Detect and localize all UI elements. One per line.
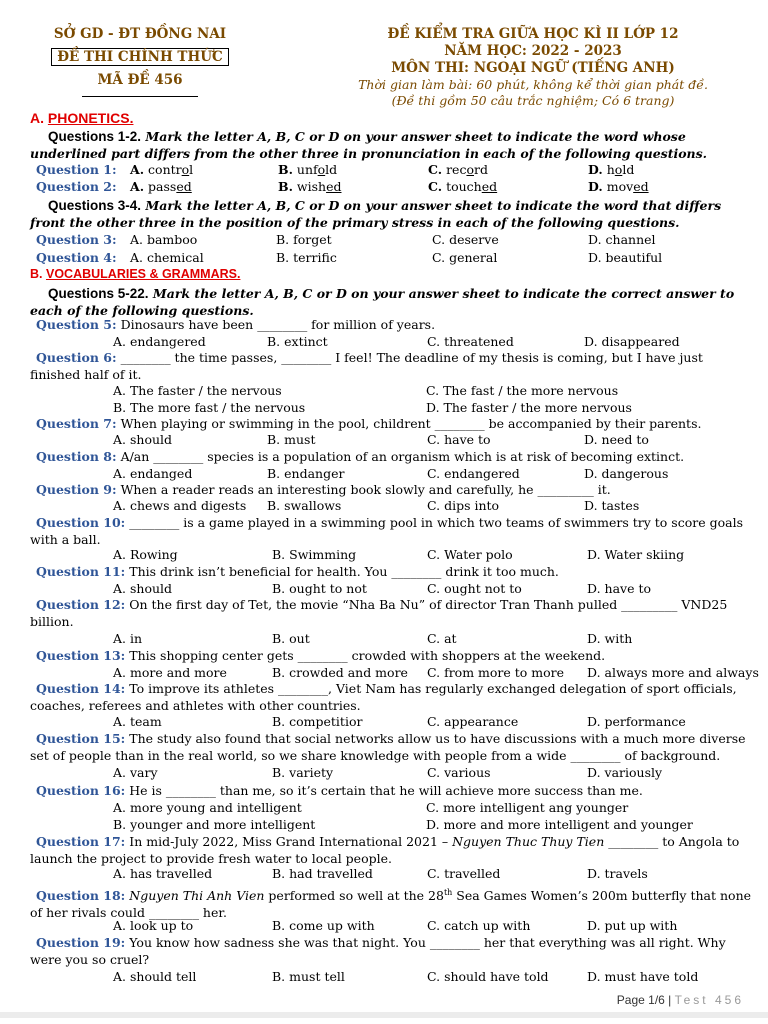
question-17-stem (30, 834, 755, 867)
option-a[interactable]: A. should (113, 432, 173, 447)
option-c[interactable]: C. at (427, 631, 457, 646)
option-c[interactable]: C. travelled (427, 866, 501, 881)
question-13-options (0, 665, 768, 682)
instructions-lead: Questions 5-22. (48, 286, 149, 301)
section-label: PHONETICS. (47, 110, 134, 126)
instructions-text: Mark the letter A, B, C or D on your answer sheet to indicate the word that differs front the other three in the position of the primary stress in each of the following questions. (30, 198, 722, 230)
question-11-options (0, 581, 768, 598)
section-b-heading (30, 267, 240, 281)
question-4 (0, 250, 768, 267)
word-part: contr (148, 162, 182, 177)
option-b[interactable]: B. younger and more intelligent (113, 817, 316, 832)
section-label: VOCABULARIES & GRAMMARS. (45, 267, 241, 281)
word-part: wish (296, 179, 327, 194)
option-b[interactable]: B. out (272, 631, 310, 646)
question-text: Sea Games Women’s 200m butterfly that none of her rivals could ________ her. (30, 888, 752, 920)
option-c[interactable] (428, 179, 497, 194)
question-15-options (0, 765, 768, 782)
option-c[interactable]: C. more intelligent ang younger (426, 800, 629, 815)
option-b[interactable] (278, 179, 341, 194)
option-d[interactable]: D. The faster / the more nervous (426, 400, 632, 415)
question-number: Question 17: (36, 834, 126, 849)
option-c[interactable]: C. from more to more (427, 665, 565, 680)
question-text: ________ the time passes, ________ I feel! The deadline of my thesis is coming, but I have just finished half of it. (30, 350, 703, 382)
option-letter: A. (130, 162, 145, 177)
option-a[interactable]: A. endanged (113, 466, 193, 481)
question-number: Question 9: (36, 482, 117, 497)
option-b[interactable]: B. variety (272, 765, 334, 780)
question-text: ________ to Angola to launch the project to provide fresh water to local people. (30, 834, 740, 866)
option-a[interactable]: A. more young and intelligent (113, 800, 302, 815)
option-b[interactable]: B. endanger (267, 466, 345, 481)
question-5-options (0, 334, 768, 351)
question-9-options (0, 498, 768, 515)
question-18-stem (30, 885, 755, 921)
question-number: Question 6: (36, 350, 117, 365)
word-part: ld (325, 162, 338, 177)
option-c[interactable]: C. Water polo (427, 547, 513, 562)
section-a-heading (30, 110, 133, 126)
word-part: rd (473, 162, 488, 177)
question-7-stem (30, 416, 755, 433)
question-text: He is ________ than me, so it’s certain that he will achieve more success than me. (125, 783, 643, 798)
word-part: touch (446, 179, 482, 194)
question-13-stem (30, 648, 755, 665)
option-a[interactable]: A. endangered (113, 334, 206, 349)
question-9-stem (30, 482, 755, 499)
option-c[interactable]: C. dips into (427, 498, 500, 513)
instructions-text: Mark the letter A, B, C or D on your answer sheet to indicate the correct answer to each of the following questions. (30, 286, 735, 318)
underlined-part: ed (176, 179, 192, 194)
word-part: mov (606, 179, 634, 194)
word-part: pass (148, 179, 177, 194)
option-d[interactable]: D. beautiful (588, 250, 663, 265)
question-number: Question 2: (36, 179, 117, 194)
option-c[interactable]: C. The fast / the more nervous (426, 383, 619, 398)
option-a[interactable]: A. chemical (130, 250, 204, 265)
question-12-options (0, 631, 768, 648)
option-d[interactable]: D. travels (587, 866, 648, 881)
option-c[interactable]: C. general (432, 250, 498, 265)
option-c[interactable]: C. threatened (427, 334, 514, 349)
option-d[interactable]: D. disappeared (584, 334, 680, 349)
option-d[interactable]: D. Water skiing (587, 547, 685, 562)
option-d[interactable]: D. need to (584, 432, 649, 447)
option-b[interactable]: B. competitior (272, 714, 363, 729)
question-number: Question 13: (36, 648, 126, 663)
option-c[interactable]: C. endangered (427, 466, 520, 481)
question-number: Question 7: (36, 416, 117, 431)
option-d[interactable] (588, 179, 649, 194)
option-letter: A. (130, 179, 145, 194)
option-letter: D. (588, 162, 603, 177)
time-limit: Thời gian làm bài: 60 phút, không kể thời gian phát đề. (358, 77, 708, 92)
footer-band (0, 1012, 768, 1018)
question-2 (0, 179, 768, 196)
option-c[interactable]: C. various (427, 765, 491, 780)
underlined-part: ed (633, 179, 649, 194)
option-a[interactable]: A. chews and digests (113, 498, 247, 513)
option-b[interactable]: B. extinct (267, 334, 328, 349)
underlined-part: o (181, 162, 190, 177)
option-d[interactable]: D. performance (587, 714, 686, 729)
underlined-part: ed (481, 179, 498, 194)
word-part: h (606, 162, 615, 177)
header-rule (82, 96, 198, 97)
question-number: Question 19: (36, 935, 126, 950)
question-number: Question 1: (36, 162, 117, 177)
question-number: Question 3: (36, 232, 117, 247)
option-b[interactable]: B. ought to not (272, 581, 367, 596)
question-5-stem (30, 317, 755, 334)
underlined-part: ed (326, 179, 342, 194)
department-name: SỞ GD - ĐT ĐỒNG NAI (53, 26, 227, 42)
question-12-stem (30, 597, 755, 630)
section-letter: A. (30, 110, 48, 126)
option-letter: C. (428, 179, 443, 194)
option-a[interactable]: A. has travelled (113, 866, 213, 881)
question-text: ________ is a game played in a swimming pool in which two teams of swimmers try to score goals with a ball. (30, 515, 743, 547)
option-d[interactable]: D. always more and always (587, 665, 759, 680)
question-number: Question 14: (36, 681, 126, 696)
option-letter: D. (588, 179, 603, 194)
question-number: Question 8: (36, 449, 117, 464)
question-8-stem (30, 449, 755, 466)
question-10-stem (30, 515, 755, 548)
option-d[interactable]: D. channel (588, 232, 656, 247)
option-b[interactable]: B. The more fast / the nervous (113, 400, 306, 415)
subject: MÔN THI: NGOẠI NGỮ (TIẾNG ANH) (391, 60, 675, 76)
option-d[interactable]: D. more and more intelligent and younger (426, 817, 693, 832)
page-footer (617, 993, 744, 1007)
question-number: Question 12: (36, 597, 126, 612)
question-19-stem (30, 935, 755, 968)
question-text: In mid-July 2022, Miss Grand International 2021 – (125, 834, 453, 849)
option-a[interactable]: A. bamboo (130, 232, 198, 247)
question-15-stem (30, 731, 755, 764)
question-11-stem (30, 564, 755, 581)
instructions-text: Mark the letter A, B, C or D on your answer sheet to indicate the word whose underlined part differs from the other three in pronunciation in each of the following questions. (30, 129, 708, 161)
underlined-part: o (466, 162, 474, 177)
option-b[interactable]: B. swallows (267, 498, 342, 513)
header-left (30, 26, 250, 97)
option-a[interactable]: A. should (113, 581, 173, 596)
option-letter: C. (428, 162, 443, 177)
option-d[interactable]: D. dangerous (584, 466, 669, 481)
question-number: Question 11: (36, 564, 126, 579)
question-3 (0, 232, 768, 249)
option-a[interactable]: A. vary (113, 765, 158, 780)
question-number: Question 18: (36, 888, 126, 904)
option-d[interactable]: D. with (587, 631, 633, 646)
question-16-stem (30, 783, 755, 800)
underlined-part: o (614, 162, 623, 177)
option-a[interactable]: A. Rowing (113, 547, 178, 562)
header-right (318, 26, 748, 109)
question-text: A/an ________ species is a population of an organism which is at risk of becoming extinct. (116, 449, 685, 464)
option-a[interactable]: A. look up to (113, 918, 194, 933)
option-b[interactable]: B. Swimming (272, 547, 357, 562)
option-b[interactable] (278, 162, 337, 177)
exam-code: MÃ ĐỀ 456 (97, 72, 183, 88)
question-18-options (0, 918, 768, 935)
school-year: NĂM HỌC: 2022 - 2023 (444, 43, 622, 59)
question-14-stem (30, 681, 755, 714)
ordinal-suffix: th (443, 888, 453, 897)
question-number: Question 10: (36, 515, 126, 530)
question-7-options (0, 432, 768, 449)
option-b[interactable]: B. terrific (276, 250, 337, 265)
question-8-options (0, 466, 768, 483)
option-d[interactable]: D. tastes (584, 498, 640, 513)
option-b[interactable]: B. forget (276, 232, 332, 247)
person-name: Nguyen Thuc Thuy Tien (452, 834, 605, 849)
question-text: You know how sadness she was that night. You ________ her that everything was all right. Why were you so cruel? (30, 935, 726, 967)
option-c[interactable]: C. ought not to (427, 581, 522, 596)
person-name: Nguyen Thi Anh Vien (129, 888, 265, 904)
question-19-options (0, 969, 768, 986)
option-d[interactable]: D. variously (587, 765, 663, 780)
option-b[interactable]: B. must tell (272, 969, 345, 984)
word-part: unf (296, 162, 318, 177)
instructions-lead: Questions 3-4. (48, 198, 142, 213)
instructions-5-22 (30, 285, 742, 319)
question-text: On the first day of Tet, the movie “Nha Ba Nu” of director Tran Thanh pulled _________ VND25 billion. (30, 597, 728, 629)
question-16-options-1 (0, 800, 768, 817)
question-1 (0, 162, 768, 179)
option-c[interactable]: C. deserve (432, 232, 499, 247)
question-10-options (0, 547, 768, 564)
option-c[interactable]: C. catch up with (427, 918, 531, 933)
option-c[interactable]: C. appearance (427, 714, 519, 729)
question-number: Question 16: (36, 783, 126, 798)
question-text: When playing or swimming in the pool, childrent ________ be accompanied by their parents. (116, 416, 702, 431)
question-text: This drink isn’t beneficial for health. You ________ drink it too much. (125, 564, 559, 579)
question-text: To improve its athletes ________, Viet Nam has regularly exchanged delegation of sport officials, coaches, referees and athletes with other countries. (30, 681, 737, 713)
question-text: Dinosaurs have been ________ for million of years. (116, 317, 436, 332)
option-letter: B. (278, 179, 293, 194)
option-b[interactable]: B. had travelled (272, 866, 373, 881)
option-a[interactable]: A. The faster / the nervous (113, 383, 282, 398)
question-number: Question 4: (36, 250, 117, 265)
option-d[interactable]: D. have to (587, 581, 652, 596)
page-number: Page 1/6 | (616, 993, 675, 1007)
word-part: rec (446, 162, 467, 177)
official-exam-box: ĐỀ THI CHÍNH THỨC (51, 48, 229, 66)
question-text: When a reader reads an interesting book slowly and carefully, he _________ it. (116, 482, 611, 497)
test-code: Test 456 (674, 993, 744, 1007)
option-letter: B. (278, 162, 293, 177)
question-text: performed so well at the 28 (264, 888, 444, 904)
exam-title: ĐỀ KIỂM TRA GIỮA HỌC KÌ II LỚP 12 (387, 26, 679, 42)
option-a[interactable]: A. more and more (113, 665, 227, 680)
option-d[interactable] (588, 162, 634, 177)
option-c[interactable] (428, 162, 488, 177)
option-a[interactable]: A. should tell (113, 969, 197, 984)
option-d[interactable]: D. put up with (587, 918, 678, 933)
instructions-lead: Questions 1-2. (48, 129, 142, 144)
option-a[interactable]: A. team (113, 714, 162, 729)
option-c[interactable]: C. should have told (427, 969, 549, 984)
question-6-stem (30, 350, 755, 383)
section-letter: B. (30, 267, 46, 281)
underlined-part: o (317, 162, 326, 177)
option-b[interactable]: B. crowded and more (272, 665, 408, 680)
question-text: The study also found that social networks allow us to have discussions with a much more diverse set of people than in the real world, so we share knowledge with people from a wide ________ of background. (30, 731, 746, 763)
option-a[interactable] (130, 162, 193, 177)
question-14-options (0, 714, 768, 731)
question-number: Question 15: (36, 731, 126, 746)
question-text: This shopping center gets ________ crowded with shoppers at the weekend. (125, 648, 606, 663)
option-b[interactable]: B. must (267, 432, 316, 447)
page-count-note: (Đề thi gồm 50 câu trắc nghiệm; Có 6 trang) (391, 93, 675, 108)
option-b[interactable]: B. come up with (272, 918, 375, 933)
question-16-options-2 (0, 817, 768, 834)
question-17-options (0, 866, 768, 883)
question-6-options-1 (0, 383, 768, 400)
option-c[interactable]: C. have to (427, 432, 491, 447)
option-a[interactable] (130, 179, 192, 194)
question-number: Question 5: (36, 317, 117, 332)
option-d[interactable]: D. must have told (587, 969, 699, 984)
instructions-1-2 (30, 128, 742, 162)
question-6-options-2 (0, 400, 768, 417)
word-part: l (189, 162, 194, 177)
word-part: ld (622, 162, 635, 177)
option-a[interactable]: A. in (113, 631, 143, 646)
instructions-3-4 (30, 197, 742, 231)
